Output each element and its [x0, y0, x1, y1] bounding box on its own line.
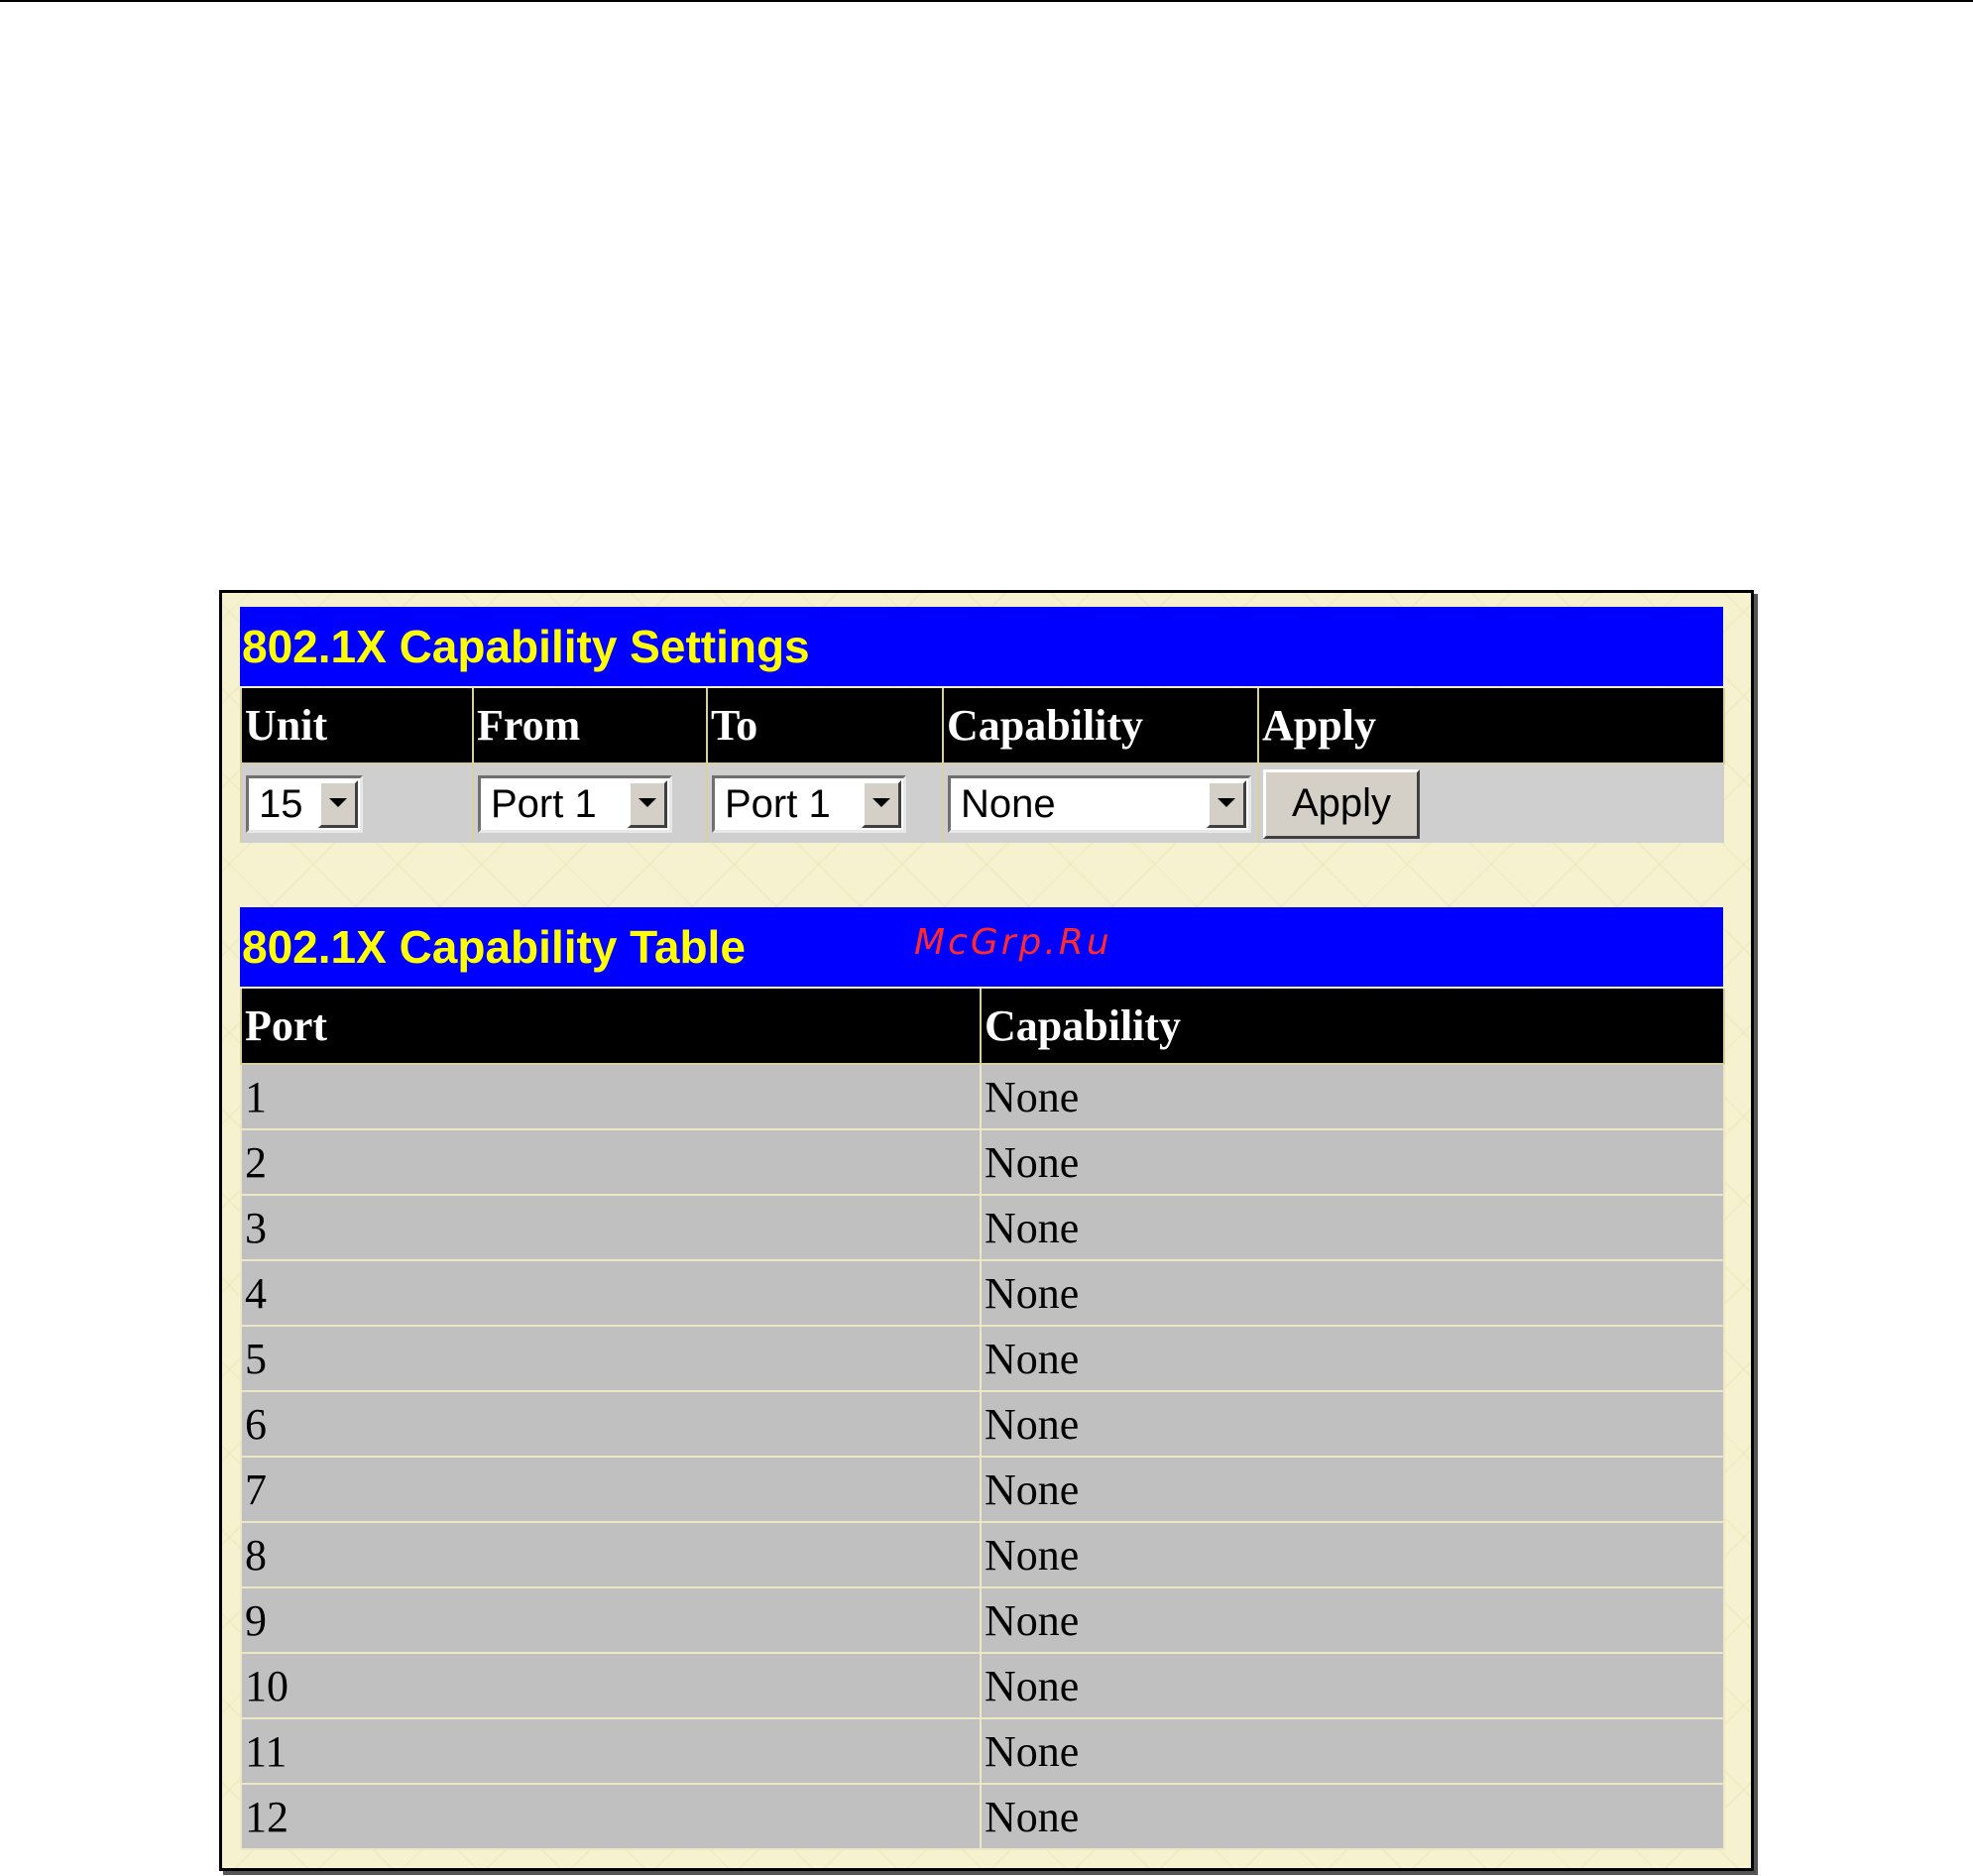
from-header: From: [473, 688, 707, 763]
settings-title: 802.1X Capability Settings: [240, 607, 1723, 686]
table-row: [241, 1653, 1724, 1718]
port-cell: 4: [241, 1260, 981, 1326]
capability-column-header: Capability: [981, 989, 1724, 1064]
capability-cell: None: [981, 1064, 1724, 1129]
capability-cell: None: [981, 1260, 1724, 1326]
port-cell: 12: [241, 1784, 981, 1849]
capability-cell: None: [981, 1784, 1724, 1849]
capability-cell: None: [981, 1653, 1724, 1718]
table-row: [241, 1326, 1724, 1391]
capability-cell: None: [981, 1391, 1724, 1457]
settings-input-row: [241, 763, 1724, 843]
port-cell: 9: [241, 1587, 981, 1653]
to-port-select[interactable]: [712, 775, 906, 833]
chevron-down-icon[interactable]: [1207, 780, 1246, 828]
table-title: [240, 907, 1723, 987]
table-row: [241, 1129, 1724, 1195]
capability-panel: [219, 590, 1754, 1871]
unit-select[interactable]: [246, 775, 363, 833]
port-column-header: Port: [241, 989, 981, 1064]
capability-select[interactable]: [948, 775, 1251, 833]
watermark-text: McGrp.Ru: [914, 922, 1112, 963]
table-row: [241, 1718, 1724, 1784]
capability-cell: None: [981, 1587, 1724, 1653]
port-cell: 6: [241, 1391, 981, 1457]
table-row: [241, 1260, 1724, 1326]
apply-cell: [1258, 763, 1724, 843]
chevron-down-icon[interactable]: [628, 780, 667, 828]
settings-header-row: [241, 688, 1724, 763]
unit-select-value: 15: [259, 781, 303, 826]
port-cell: 10: [241, 1653, 981, 1718]
from-port-select[interactable]: [478, 775, 672, 833]
port-cell: 1: [241, 1064, 981, 1129]
port-cell: 2: [241, 1129, 981, 1195]
capability-cell: None: [981, 1522, 1724, 1587]
table-row: [241, 1457, 1724, 1522]
top-divider: [0, 0, 1973, 2]
table-title-text: 802.1X Capability Table: [242, 921, 746, 973]
table-row: [241, 1195, 1724, 1260]
table-row: [241, 1522, 1724, 1587]
chevron-down-icon[interactable]: [318, 780, 358, 828]
capability-cell: None: [981, 1195, 1724, 1260]
table-row: [241, 1587, 1724, 1653]
port-cell: 8: [241, 1522, 981, 1587]
table-row: [241, 1391, 1724, 1457]
to-select-value: Port 1: [725, 781, 831, 826]
port-cell: 7: [241, 1457, 981, 1522]
capability-cell: None: [981, 1326, 1724, 1391]
apply-button[interactable]: Apply: [1263, 769, 1420, 839]
port-cell: 11: [241, 1718, 981, 1784]
capability-select-value: None: [961, 781, 1056, 826]
chevron-down-icon[interactable]: [862, 780, 901, 828]
from-select-value: Port 1: [491, 781, 597, 826]
apply-header: Apply: [1258, 688, 1724, 763]
port-cell: 5: [241, 1326, 981, 1391]
capability-cell: None: [981, 1457, 1724, 1522]
unit-cell: [241, 763, 473, 843]
to-header: To: [707, 688, 943, 763]
capability-header: Capability: [943, 688, 1258, 763]
capability-table: [240, 989, 1725, 1850]
capability-cell: [943, 763, 1258, 843]
settings-form: [240, 688, 1725, 843]
unit-header: Unit: [241, 688, 473, 763]
to-cell: [707, 763, 943, 843]
table-row: [241, 1784, 1724, 1849]
table-header-row: [241, 989, 1724, 1064]
capability-cell: None: [981, 1129, 1724, 1195]
table-row: [241, 1064, 1724, 1129]
port-cell: 3: [241, 1195, 981, 1260]
from-cell: [473, 763, 707, 843]
capability-cell: None: [981, 1718, 1724, 1784]
